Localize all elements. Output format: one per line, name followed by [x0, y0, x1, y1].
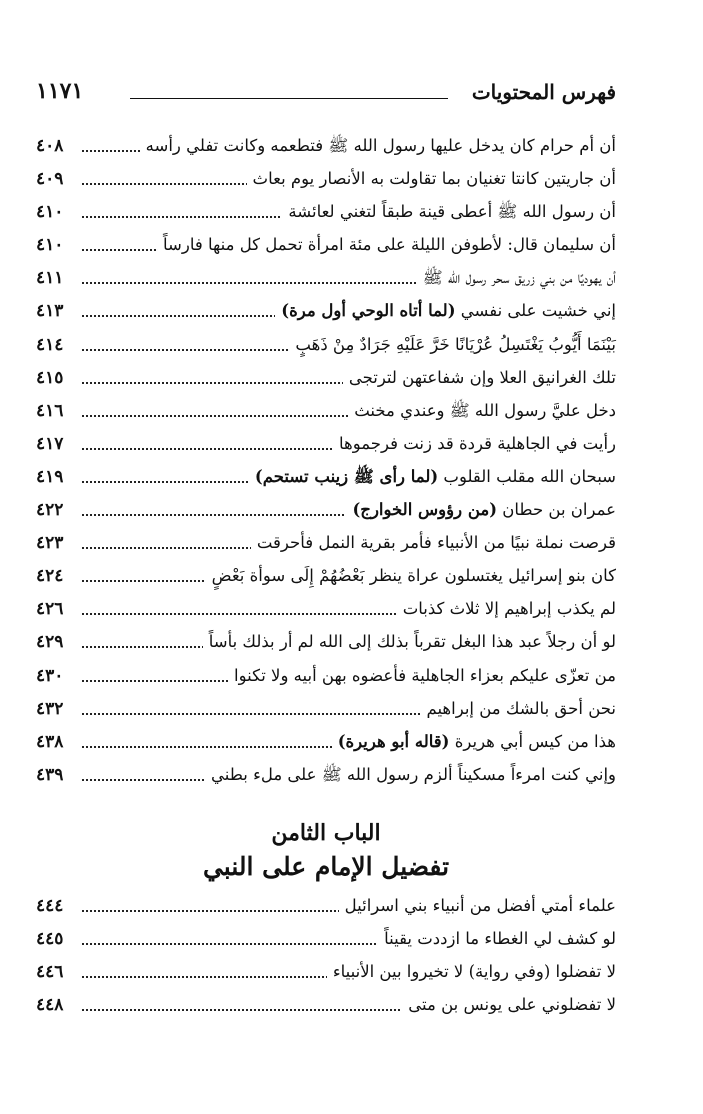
chapter-title: تفضيل الإمام على النبي — [202, 852, 450, 881]
toc-entry-page: ٤٤٦ — [36, 962, 64, 983]
toc-entry-text: لا تفضلوا (وفي رواية) لا تخيروا بين الأنبياء — [332, 962, 616, 982]
toc-entry — [36, 496, 616, 529]
toc-entry-title — [420, 699, 616, 718]
toc-entry-page: ٤١٧ — [36, 433, 64, 454]
toc-entry-title — [251, 533, 616, 552]
toc-entry — [36, 728, 616, 761]
toc-entry — [36, 925, 616, 958]
toc-entry-text: وإني كنت امرءاً مسكيناً ألزم رسول الله ﷺ على ملء بطني — [210, 764, 616, 784]
toc-entry-text: عمران بن حطان — [497, 500, 616, 520]
toc-entry-text: لو كشف لي الغطاء ما ازددت يقيناً — [384, 929, 616, 949]
toc-entry-text: دخل عليَّ رسول الله ﷺ وعندي مخنث — [354, 400, 616, 420]
toc-entry-page: ٤١١ — [36, 268, 64, 289]
toc-entry-page: ٤٤٨ — [36, 995, 64, 1016]
toc-entry-title — [157, 235, 616, 254]
toc-entry — [36, 958, 616, 991]
toc-entry-text: قرصت نملة نبيًا من الأنبياء فأمر بقرية النمل فأحرقت — [256, 533, 616, 553]
toc-entry — [36, 463, 616, 496]
toc-entry-text: أن رسول الله ﷺ أعطى قينة طبقاً لتغني لعائشة — [288, 202, 616, 222]
toc-entry-text: لا تفضلوني على يونس بن متى — [408, 995, 616, 1015]
toc-entry — [36, 331, 616, 364]
toc-entry-page: ٤٢٤ — [36, 566, 64, 587]
toc-entry — [36, 231, 616, 264]
toc-entry-title — [332, 732, 616, 751]
toc-entry-title — [402, 995, 616, 1014]
toc-entry-page: ٤٠٩ — [36, 169, 64, 190]
toc-entry-title — [249, 467, 616, 491]
toc-entry — [36, 892, 616, 925]
toc-entry-title — [289, 335, 616, 354]
toc-entry-page: ٤٢٦ — [36, 599, 64, 620]
toc-entry-text: رأيت في الجاهلية قردة قد زنت فرجموها — [338, 433, 616, 453]
chapter-label: الباب الثامن — [271, 820, 381, 846]
toc-entry — [36, 430, 616, 463]
toc-entry-title — [348, 401, 616, 425]
toc-entry — [36, 662, 616, 695]
toc-entry-text: كان بنو إسرائيل يغتسلون عراة ينظر بَعْضُهُمْ إِلَى سوأة بَعْضٍ — [211, 566, 616, 586]
toc-entry-text: نحن أحق بالشك من إبراهيم — [426, 698, 616, 718]
toc-entry-page: ٤١٠ — [36, 235, 64, 256]
toc-entry-text: علماء أمتي أفضل من أنبياء بني اسرائيل — [344, 896, 616, 915]
toc-entry-page: ٤٤٤ — [36, 896, 64, 916]
toc-entry — [36, 264, 616, 297]
toc-entry — [36, 628, 616, 661]
toc-entry-text: إني خشيت على نفسي — [455, 301, 616, 321]
toc-entry-text: من تعزّى عليكم بعزاء الجاهلية فأعضوه بهن أبيه ولا تكنوا — [234, 665, 616, 685]
header-rule — [130, 98, 448, 99]
toc-entry-text: بَيْنَمَا أَيُّوبُ يَغْتَسِلُ عُرْيَانًا خَرَّ عَلَيْهِ جَرَادٌ مِنْ ذَهَبٍ — [295, 334, 616, 354]
toc-entry-title — [327, 962, 616, 981]
toc-entry-page: ٤١٤ — [36, 334, 64, 355]
toc-entry — [36, 761, 616, 794]
toc-entry-text: سبحان الله مقلب القلوب — [438, 466, 616, 486]
toc-entry-text: لم يكذب إبراهيم إلا ثلاث كذبات — [402, 599, 616, 619]
toc-list — [36, 132, 616, 794]
toc-entry — [36, 198, 616, 231]
toc-entry-title — [378, 929, 616, 948]
toc-entry-text: أن يهوديًا من بني زريق سحر رسول الله ﷺ — [422, 268, 616, 288]
toc-entry-title — [205, 765, 616, 789]
toc-entry-title — [206, 566, 616, 585]
toc-entry-text: لو أن رجلاً عبد هذا البغل تقرباً بذلك إلى الله لم أر بذلك بأساً — [208, 632, 616, 652]
toc-entry-page: ٤٤٥ — [36, 929, 64, 950]
toc-entry-title — [275, 301, 616, 320]
toc-entry-text: أن جاريتين كانتا تغنيان بما تقاولت به الأنصار يوم بعاث — [252, 169, 616, 189]
toc-entry-note: (لما أتاه الوحي أول مرة) — [281, 301, 456, 321]
toc-entry-page: ٤١٦ — [36, 400, 64, 421]
toc-entry-page: ٤٣٠ — [36, 665, 64, 686]
toc-entry-title — [339, 896, 616, 915]
toc-entry — [36, 364, 616, 397]
toc-entry-title — [346, 500, 616, 519]
toc-entry-title — [247, 169, 616, 188]
toc-entry-title — [333, 434, 616, 453]
toc-entry-title — [397, 599, 616, 618]
toc-entry-page: ٤٣٩ — [36, 764, 64, 785]
toc-entry-page: ٤١٥ — [36, 367, 64, 388]
header-title: فهرس المحتويات — [471, 80, 616, 104]
toc-entry-page: ٤٢٢ — [36, 500, 64, 521]
header-page-number: ١١٧١ — [36, 78, 84, 104]
toc-entry-note: (قاله أبو هريرة) — [337, 731, 450, 751]
toc-entry — [36, 991, 616, 1024]
toc-entry-page: ٤١٩ — [36, 466, 64, 487]
toc-entry-note: (من رؤوس الخوارج) — [352, 500, 498, 520]
toc-entry-text: أن أم حرام كان يدخل عليها رسول الله ﷺ فتطعمه وكانت تفلي رأسه — [145, 136, 616, 155]
toc-entry-text: أن سليمان قال: لأطوفن الليلة على مئة امرأة تحمل كل منها فارساً — [163, 235, 616, 255]
toc-entry — [36, 165, 616, 198]
toc-entry — [36, 595, 616, 628]
toc-entry-title — [282, 202, 616, 226]
toc-entry-page: ٤٣٢ — [36, 698, 64, 719]
toc-entry-title — [140, 136, 616, 160]
toc-entry-text: تلك الغرانيق العلا وإن شفاعتهن لترتجى — [348, 367, 616, 387]
toc-entry-page: ٤٣٨ — [36, 731, 64, 752]
toc-entry-title — [203, 632, 616, 651]
toc-entry-page: ٤١٠ — [36, 202, 64, 223]
running-header — [36, 76, 616, 108]
toc-entry — [36, 529, 616, 562]
toc-entry-title — [343, 368, 616, 387]
toc-entry — [36, 132, 616, 165]
toc-entry-page: ٤١٣ — [36, 301, 64, 322]
toc-entry — [36, 562, 616, 595]
toc-entry-text: هذا من كيس أبي هريرة — [449, 731, 616, 751]
toc-entry-title — [417, 268, 616, 292]
toc-entry-page: ٤٢٣ — [36, 533, 64, 554]
toc-list — [36, 892, 616, 1024]
toc-entry-title — [228, 666, 616, 685]
toc-entry — [36, 297, 616, 330]
toc-entry-page: ٤٠٨ — [36, 136, 64, 156]
toc-entry-page: ٤٢٩ — [36, 632, 64, 653]
toc-entry — [36, 695, 616, 728]
toc-entry — [36, 397, 616, 430]
toc-entry-note: (لما رأى ﷺ زينب تستحم) — [254, 466, 439, 486]
